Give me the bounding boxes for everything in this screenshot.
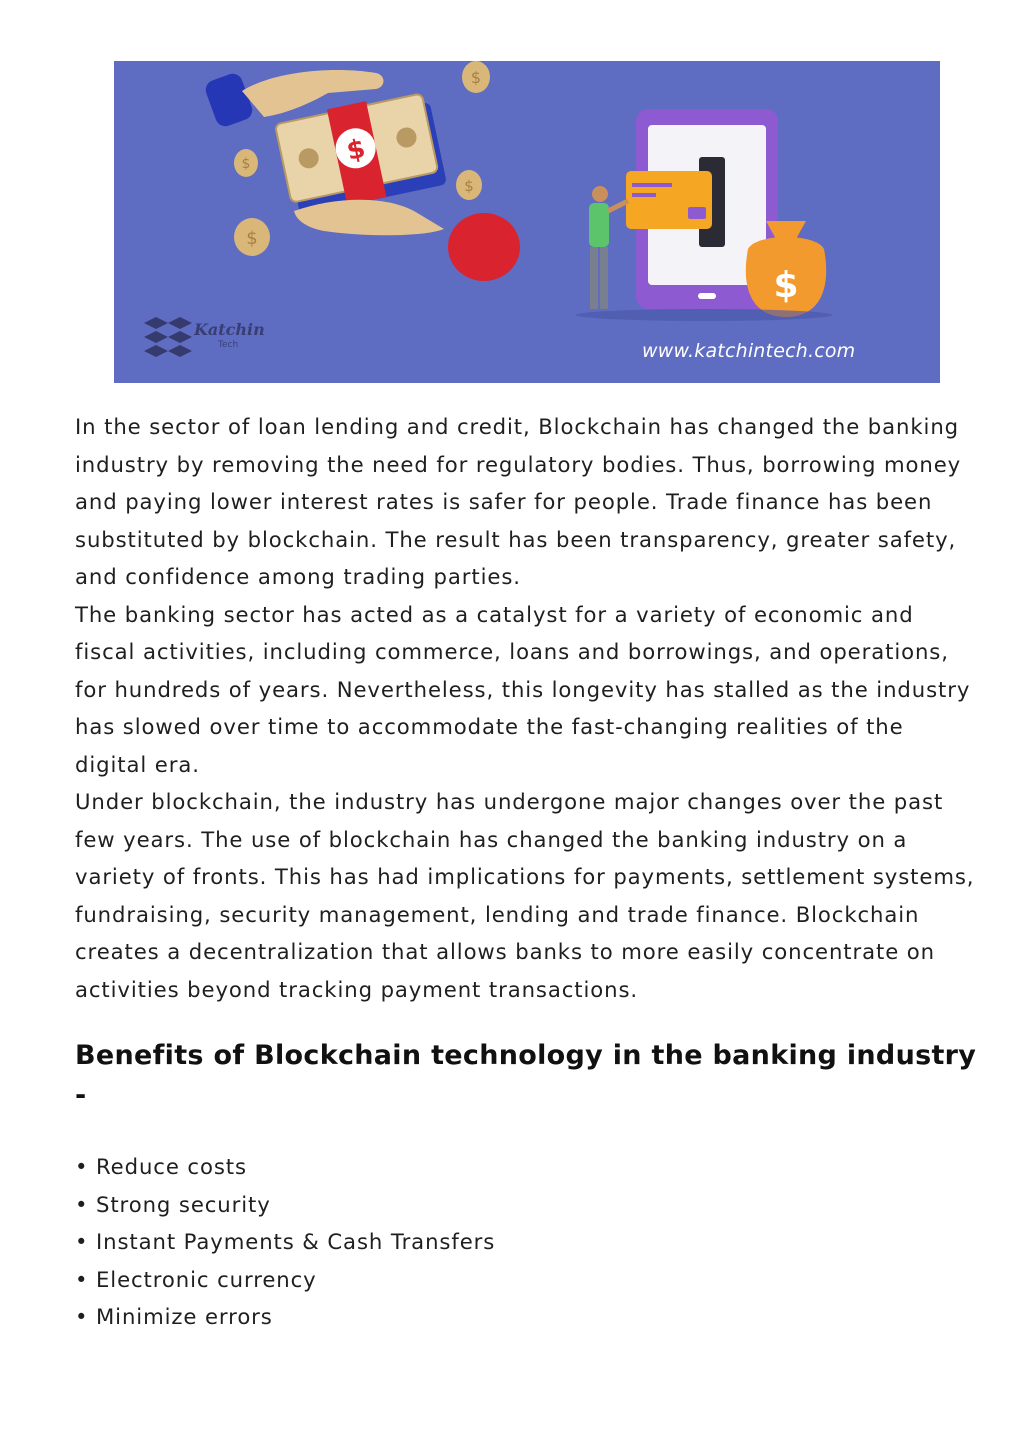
credit-card-icon [626,171,712,229]
bullet-icon: • [75,1191,89,1217]
article-paragraph-2: The banking sector has acted as a catalyst for a variety of economic and fiscal activities, including commerce, loans and borrowings, and operations, for hundreds of years. Nevertheless, this longevity has stalled as the industry has slowed over time to accommodate the fast-changing realities of the digital era. [75,601,971,777]
benefit-text: Instant Payments & Cash Transfers [96,1229,496,1254]
bullet-icon: • [75,1266,89,1292]
coin-icon [456,170,482,200]
person-icon [589,186,628,309]
banner-url-text: www.katchintech.com [642,340,856,362]
svg-text:$: $ [470,68,482,87]
svg-text:$: $ [241,156,251,172]
article-paragraph-1: In the sector of loan lending and credit, Blockchain has changed the banking industry by removing the need for regulatory bodies. Thus, borrowing money and paying lower interest rates is safer for people. Trade finance has been substituted by blockchain. The result has been transparency, greater safety, and confidence among trading parties. [75,414,962,589]
benefit-text: Reduce costs [96,1154,247,1179]
katchin-logo-icon [144,317,192,357]
benefits-list [75,1148,980,1336]
benefit-text: Electronic currency [96,1266,317,1292]
coin-icon [462,61,490,93]
benefit-text: Minimize errors [96,1304,273,1329]
list-item [75,1261,980,1299]
money-stack-icon [274,88,447,216]
coin-icon [234,218,270,256]
banner-logo-subtitle: Tech [218,340,239,350]
svg-text:$: $ [344,133,368,167]
list-item [75,1148,980,1186]
list-item [75,1223,980,1261]
list-item [75,1298,980,1336]
coin-icon [234,149,258,177]
banner-logo-name: Katchin [194,320,265,339]
list-item [75,1186,980,1224]
article-paragraph-3: Under blockchain, the industry has undergone major changes over the past few years. The use of blockchain has changed the banking industry on a variety of fronts. This has had implications for payments, settlement systems, fundraising, security management, lending and trade finance. Blockchain creates a decentralization that allows banks to more easily concentrate on activities beyond tracking payment transactions. [75,789,975,1002]
bullet-icon: • [75,1304,89,1329]
benefit-text: Strong security [96,1191,271,1217]
bullet-icon: • [75,1154,89,1179]
svg-text:$: $ [246,228,258,249]
svg-text:$: $ [773,265,799,306]
bullet-icon: • [75,1229,89,1254]
article-body [75,408,980,1336]
bottom-hand-icon [294,200,520,281]
benefits-heading: Benefits of Blockchain technology in the banking industry - [75,1040,977,1111]
svg-text:$: $ [464,177,474,195]
